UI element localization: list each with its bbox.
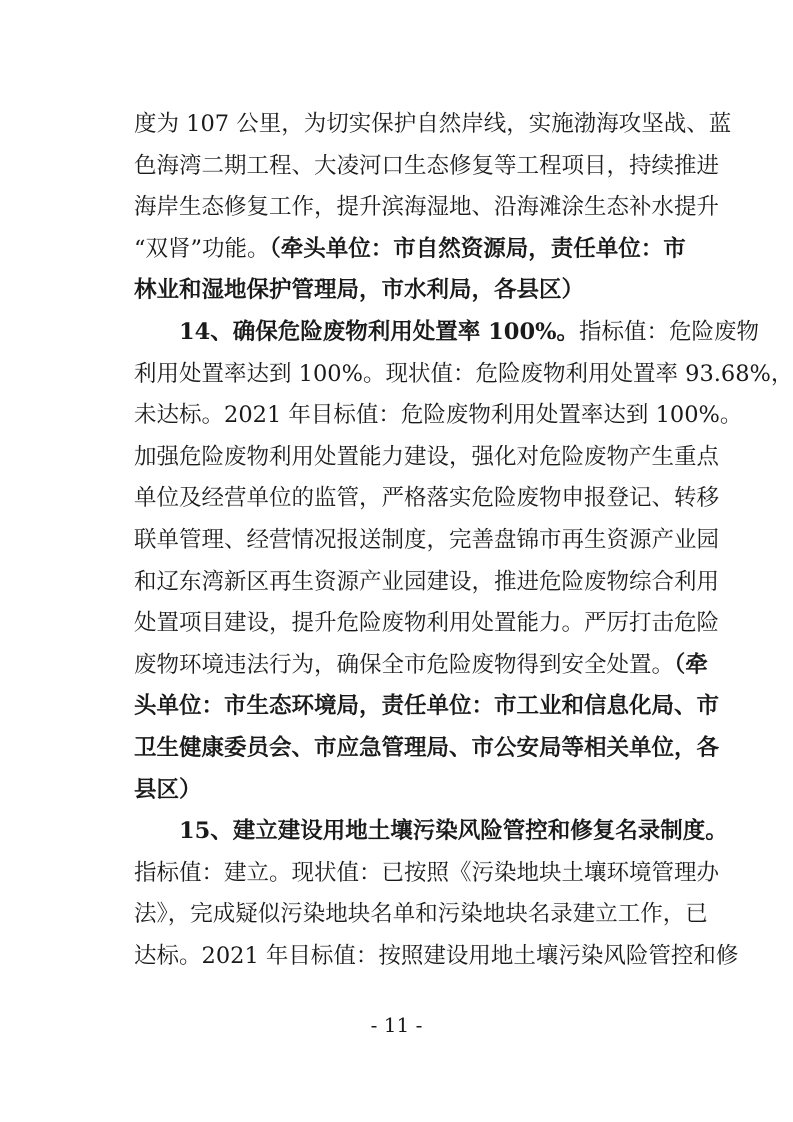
text-line: [134, 229, 686, 271]
text-line: [134, 437, 720, 479]
text-line: [134, 728, 720, 770]
text-segment: 加强危险废物利用处置能力建设，强化对危险废物产生重点: [134, 443, 720, 470]
bold-text-segment: 林业和湿地保护管理局，市水利局，各县区）: [134, 277, 585, 304]
text-line: [134, 936, 739, 978]
text-segment: 未达标。2021 年目标值：危险废物利用处置率达到 100%。: [134, 402, 743, 429]
text-segment: 单位及经营单位的监管，严格落实危险废物申报登记、转移: [134, 485, 720, 512]
text-segment: 联单管理、经营情况报送制度，完善盘锦市再生资源产业园: [134, 526, 720, 553]
text-segment: 指标值：建立。现状值：已按照《污染地块土壤环境管理办: [134, 859, 720, 886]
text-line: [134, 395, 743, 437]
text-line: [134, 478, 720, 520]
text-line: [134, 146, 720, 188]
text-line: [134, 187, 720, 229]
bold-text-segment: 头单位：市生态环境局，责任单位：市工业和信息化局、市: [134, 693, 720, 720]
text-line: [134, 686, 720, 728]
text-line: [134, 853, 720, 895]
text-segment: 海岸生态修复工作，提升滨海湿地、沿海滩涂生态补水提升: [134, 194, 720, 221]
text-line: [134, 104, 732, 146]
text-segment: 度为 107 公里，为切实保护自然岸线，实施渤海攻坚战、蓝: [134, 111, 732, 137]
text-line: [134, 312, 760, 354]
bold-text-segment: 卫生健康委员会、市应急管理局、市公安局等相关单位，各: [134, 734, 720, 761]
bold-text-segment: （牵: [674, 651, 708, 678]
bold-text-segment: （牵头单位：市自然资源局，责任单位：市: [269, 235, 686, 262]
text-line: [134, 894, 708, 936]
text-segment: 利用处置率达到 100%。现状值：危险废物利用处置率 93.68%，: [134, 360, 793, 387]
text-line: [134, 354, 793, 396]
page-number: - 11 -: [370, 1013, 423, 1037]
text-line: [134, 770, 664, 812]
bold-text-segment: 14、确保危险废物利用处置率 100%。: [179, 318, 579, 345]
text-line: [134, 270, 664, 312]
text-segment: 和辽东湾新区再生资源产业园建设，推进危险废物综合利用: [134, 568, 720, 595]
text-segment: 废物环境违法行为，确保全市危险废物得到安全处置。: [134, 651, 675, 678]
text-segment: 色海湾二期工程、大凌河口生态修复等工程项目，持续推进: [134, 152, 720, 179]
text-line: [134, 645, 708, 687]
text-segment: 达标。2021 年目标值：按照建设用地土壤污染风险管控和修: [134, 942, 739, 969]
text-line: [134, 562, 720, 604]
bold-text-segment: 15、建立建设用地土壤污染风险管控和修复名录制度。: [179, 818, 728, 845]
text-segment: 指标值：危险废物: [579, 318, 760, 345]
text-line: [134, 603, 720, 645]
text-segment: 法》，完成疑似污染地块名单和污染地块名录建立工作，已: [134, 901, 708, 928]
text-segment: 处置项目建设，提升危险废物利用处置能力。严厉打击危险: [134, 610, 720, 637]
text-line: [134, 811, 728, 853]
text-line: [134, 520, 720, 562]
body-text: [134, 104, 793, 977]
bold-text-segment: 县区）: [134, 776, 202, 803]
text-segment: “双肾”功能。: [134, 235, 270, 262]
